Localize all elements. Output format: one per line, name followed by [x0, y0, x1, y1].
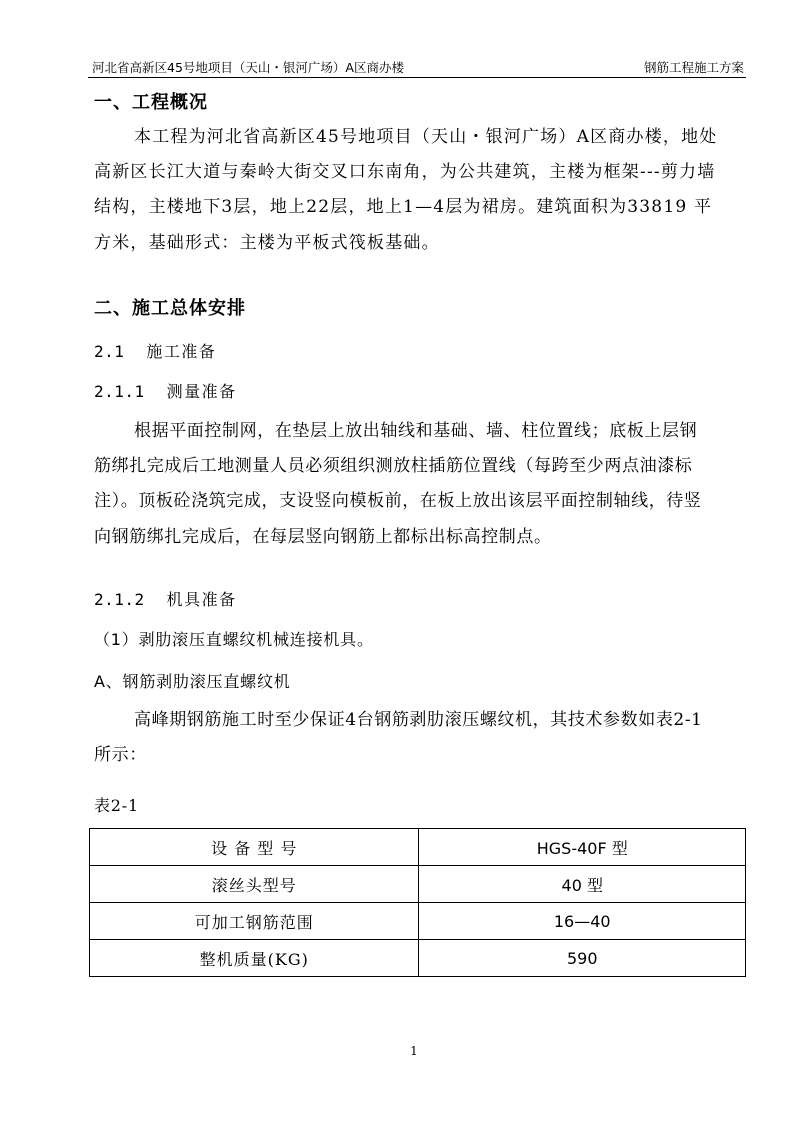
spec-table: [89, 828, 746, 977]
survey-paragraph: [94, 414, 746, 555]
subsection-2-1-heading: [94, 339, 216, 362]
table-cell-value: HGS-40F 型: [419, 829, 746, 866]
paragraph-line: 方米，基础形式：主楼为平板式筏板基础。: [94, 232, 440, 253]
paragraph-line: 筋绑扎完成后工地测量人员必须组织测放柱插筋位置线（每跨至少两点油漆标: [94, 456, 693, 477]
table-caption: 表2-1: [94, 796, 139, 815]
subsection-label: 测量准备: [166, 382, 237, 401]
section-1-paragraph: [94, 120, 746, 261]
paragraph-line: 注）。顶板砼浇筑完成，支设竖向模板前，在板上放出该层平面控制轴线，待竖: [94, 491, 702, 512]
subsection-number: 2.1.2: [94, 590, 145, 609]
page-header: [88, 58, 746, 76]
paragraph-line: 本工程为河北省高新区45号地项目（天山・银河广场）A区商办楼，地处: [134, 127, 718, 147]
list-item-a: A、钢筋剥肋滚压直螺纹机: [94, 672, 291, 691]
subsection-number: 2.1.1: [94, 382, 145, 401]
list-item-1: （1）剥肋滚压直螺纹机械连接机具。: [94, 630, 374, 649]
machine-paragraph: [94, 703, 746, 773]
table-cell-label: 设 备 型 号: [90, 829, 419, 866]
paragraph-line: 所示：: [94, 745, 147, 766]
section-1-heading: 一、工程概况: [94, 92, 208, 113]
subsection-number: 2.1: [94, 342, 125, 361]
header-divider: [88, 77, 746, 78]
table-cell-value: 590: [419, 940, 746, 977]
subsection-2-1-2-heading: [94, 587, 237, 610]
table-row: [90, 866, 746, 903]
header-project-title: 河北省高新区45号地项目（天山・银河广场）A区商办楼: [92, 60, 404, 75]
subsection-label: 机具准备: [166, 590, 237, 609]
table-row: [90, 903, 746, 940]
table-row: [90, 940, 746, 977]
paragraph-line: 高峰期钢筋施工时至少保证4台钢筋剥肋滚压螺纹机，其技术参数如表2-1: [134, 710, 703, 730]
subsection-2-1-1-heading: [94, 379, 237, 402]
subsection-label: 施工准备: [146, 342, 217, 361]
page-number: 1: [410, 1044, 418, 1058]
table-row: [90, 829, 746, 866]
table-cell-value: 40 型: [419, 866, 746, 903]
paragraph-line: 根据平面控制网，在垫层上放出轴线和基础、墙、柱位置线；底板上层钢: [134, 421, 698, 441]
table-cell-label: 可加工钢筋范围: [90, 903, 419, 940]
paragraph-line: 高新区长江大道与秦岭大街交叉口东南角，为公共建筑，主楼为框架---剪力墙: [94, 162, 716, 183]
table-cell-label: 滚丝头型号: [90, 866, 419, 903]
paragraph-line: 向钢筋绑扎完成后，在每层竖向钢筋上都标出标高控制点。: [94, 526, 552, 547]
header-document-title: 钢筋工程施工方案: [643, 60, 744, 75]
table-cell-value: 16—40: [419, 903, 746, 940]
paragraph-line: 结构，主楼地下3层，地上22层，地上1—4层为裙房。建筑面积为33819 平: [94, 197, 713, 218]
table-cell-label: 整机质量(KG): [90, 940, 419, 977]
section-2-heading: 二、施工总体安排: [94, 298, 246, 319]
